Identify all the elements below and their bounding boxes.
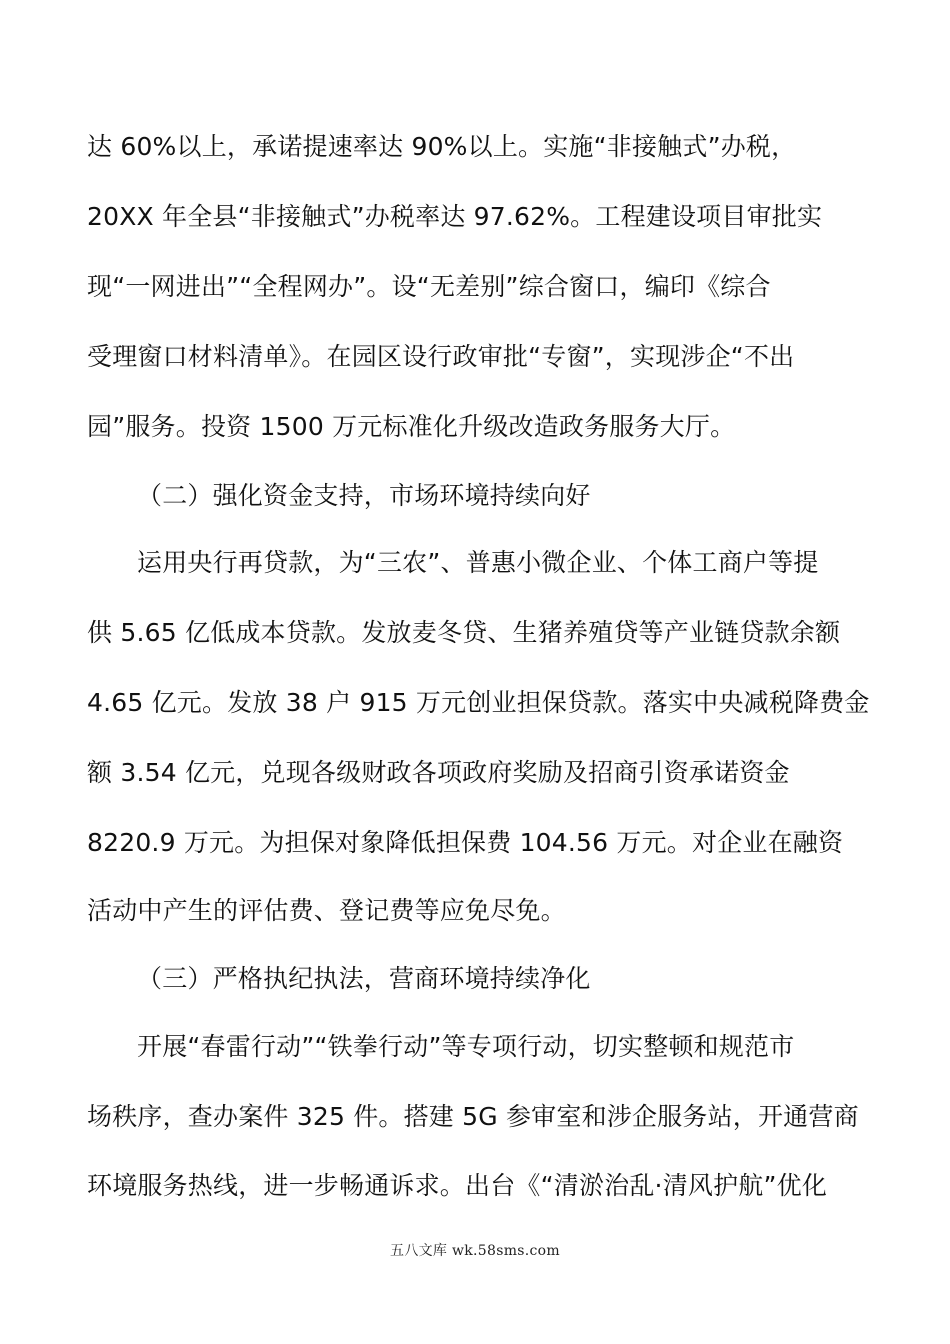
paragraph-line: 供 5.65 亿低成本贷款。发放麦冬贷、生猪养殖贷等产业链贷款余额	[87, 618, 841, 647]
paragraph-line: 开展“春雷行动”“铁拳行动”等专项行动，切实整顿和规范市	[137, 1032, 795, 1061]
paragraph-line: 20XX 年全县“非接触式”办税率达 97.62%。工程建设项目审批实	[87, 202, 823, 231]
section-heading: （三）严格执纪执法，营商环境持续净化	[137, 964, 591, 993]
section-heading: （二）强化资金支持，市场环境持续向好	[137, 481, 591, 510]
paragraph-line: 运用央行再贷款，为“三农”、普惠小微企业、个体工商户等提	[137, 548, 819, 577]
paragraph-line: 8220.9 万元。为担保对象降低担保费 104.56 万元。对企业在融资	[87, 828, 844, 857]
paragraph-line: 园”服务。投资 1500 万元标准化升级改造政务服务大厅。	[87, 412, 736, 441]
page-footer: 五八文库 wk.58sms.com	[390, 1243, 560, 1259]
paragraph-line: 场秩序，查办案件 325 件。搭建 5G 参审室和涉企服务站，开通营商	[87, 1102, 859, 1131]
paragraph-line: 活动中产生的评估费、登记费等应免尽免。	[87, 896, 566, 925]
paragraph-line: 额 3.54 亿元，兑现各级财政各项政府奖励及招商引资承诺资金	[87, 758, 790, 787]
paragraph-line: 达 60%以上，承诺提速率达 90%以上。实施“非接触式”办税，	[87, 132, 797, 161]
paragraph-line: 受理窗口材料清单》。在园区设行政审批“专窗”，实现涉企“不出	[87, 342, 795, 371]
paragraph-line: 现“一网进出”“全程网办”。设“无差别”综合窗口，编印《综合	[87, 272, 771, 301]
paragraph-line: 环境服务热线，进一步畅通诉求。出台《“清淤治乱·清风护航”优化	[87, 1171, 828, 1200]
paragraph-line: 4.65 亿元。发放 38 户 915 万元创业担保贷款。落实中央减税降费金	[87, 688, 870, 717]
